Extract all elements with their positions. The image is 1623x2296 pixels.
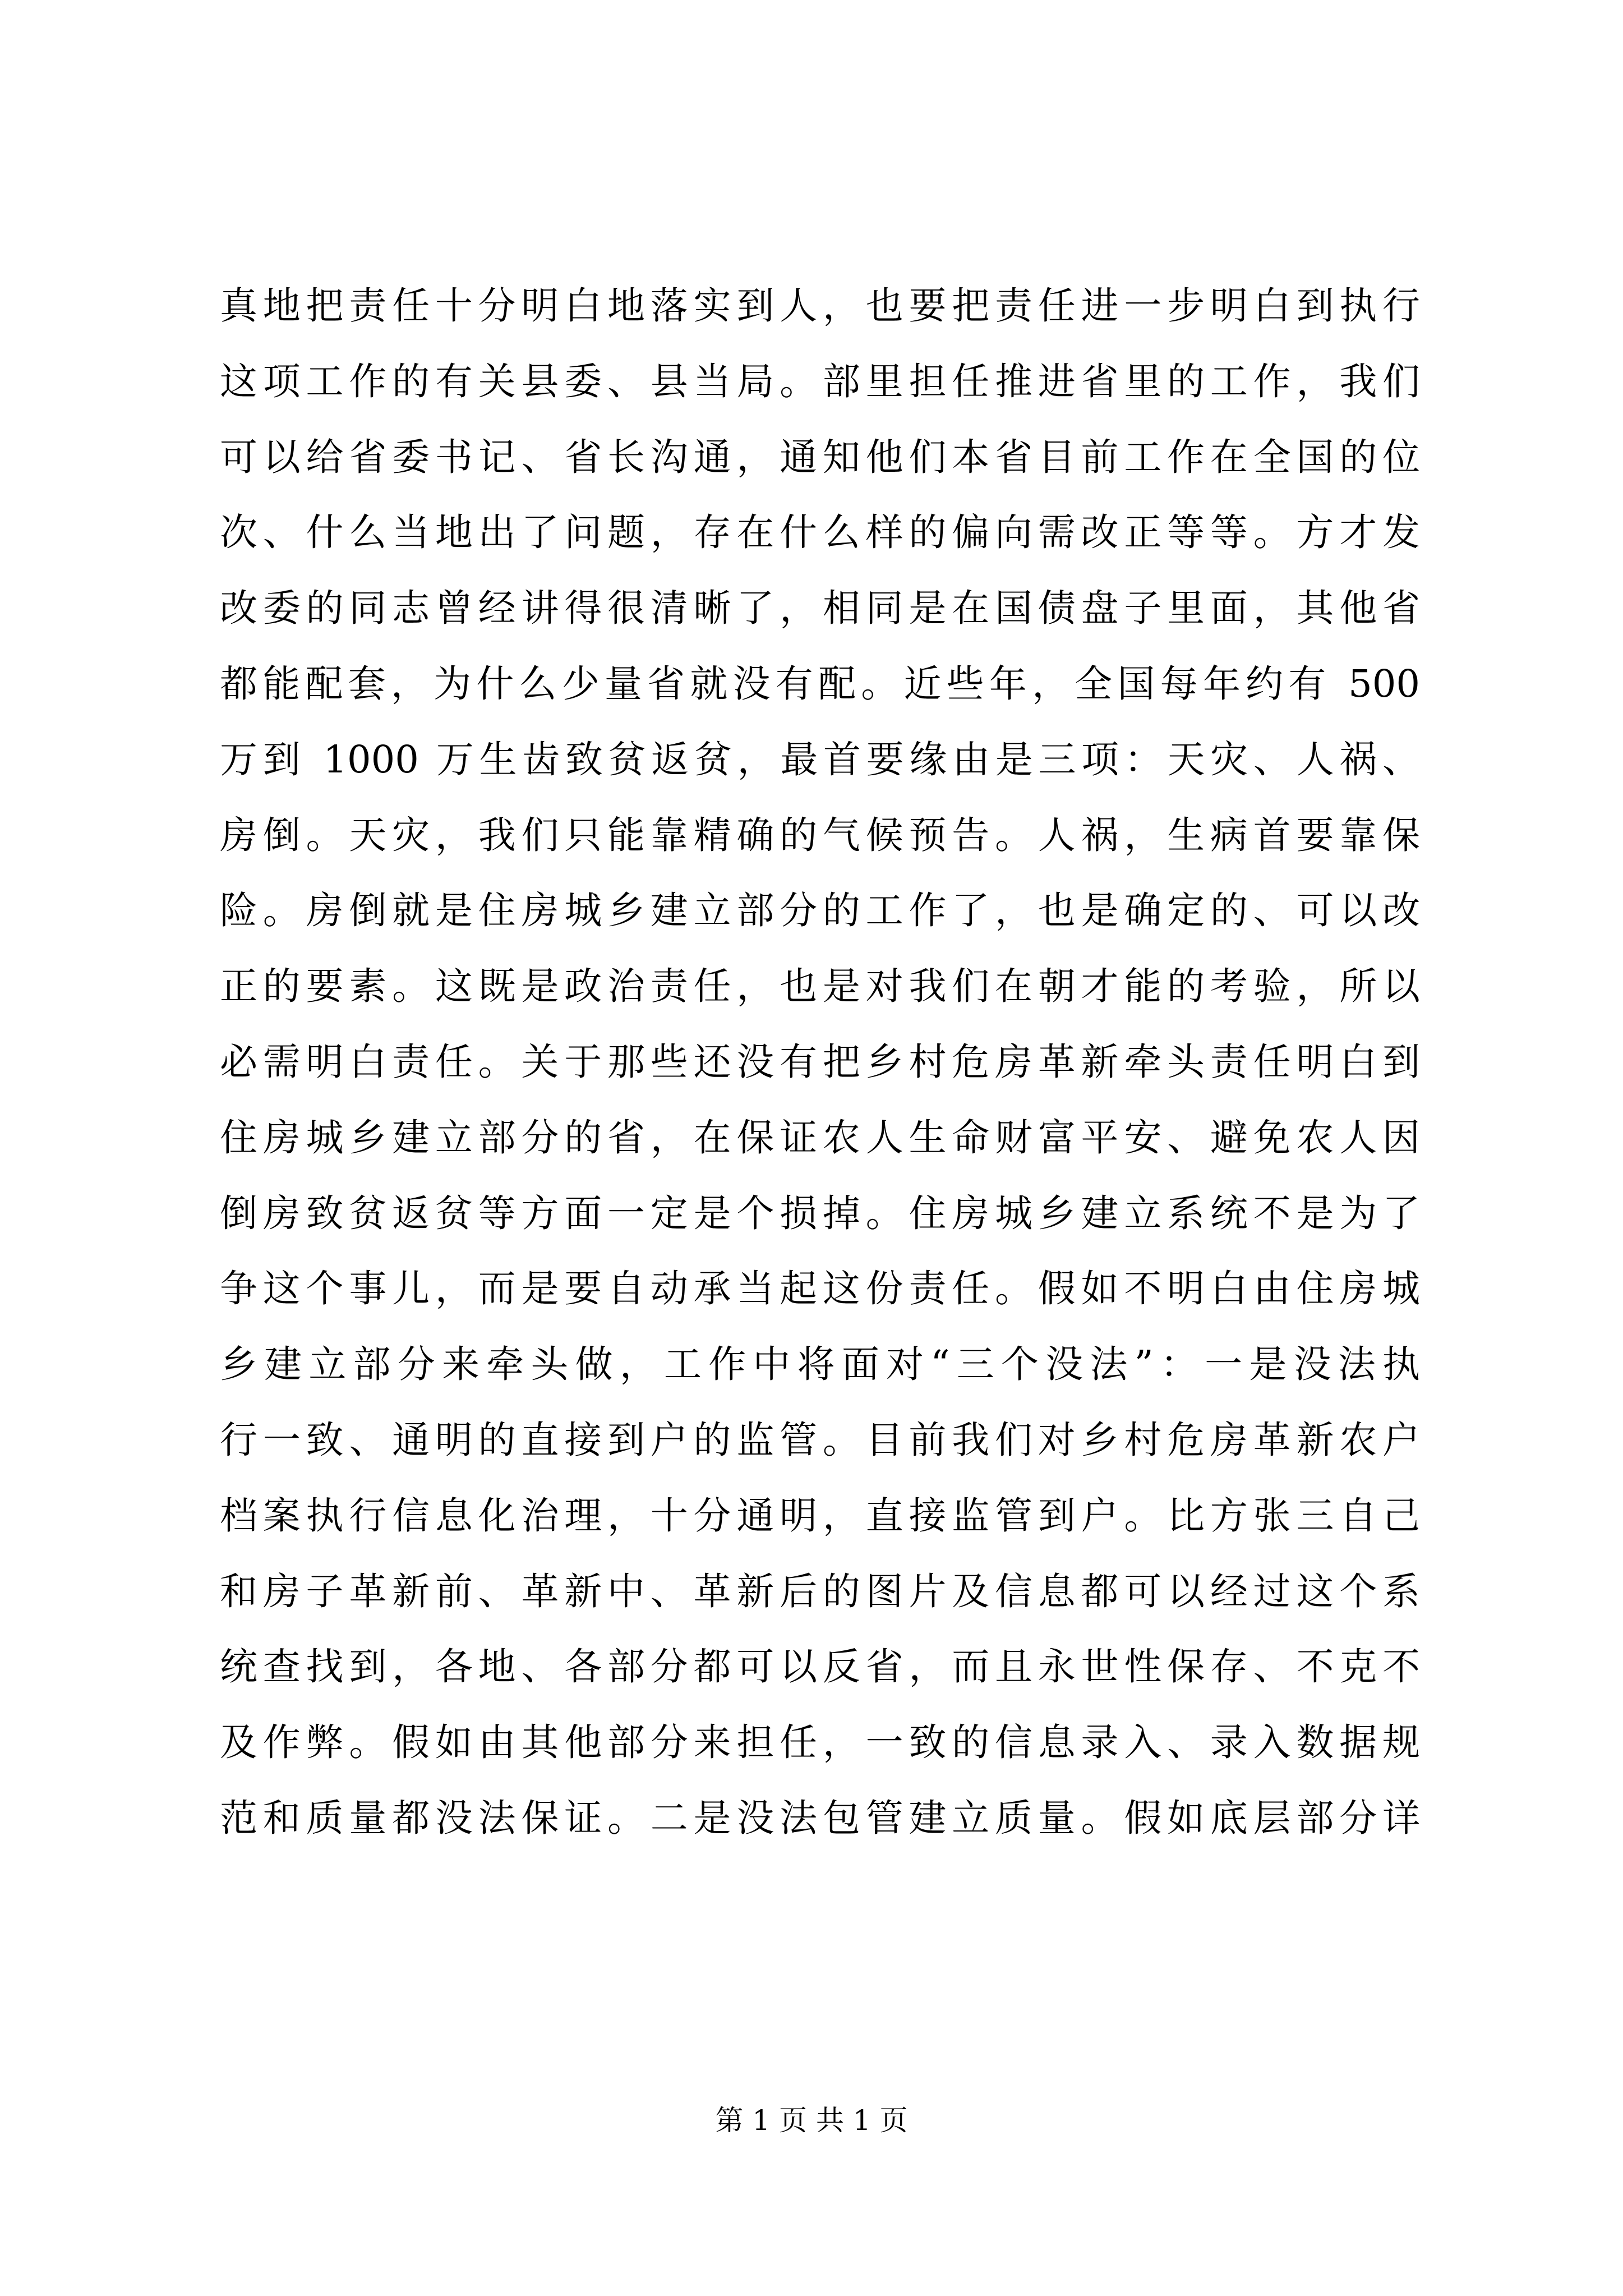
text-line-18: 和房子革新前、革新中、革新后的图片及信息都可以经过这个系 (220, 1569, 1420, 1613)
text-line-19: 统查找到，各地、各部分都可以反省，而且永世性保存、不克不 (220, 1645, 1420, 1689)
text-line-6: 都能配套，为什么少量省就没有配。近些年，全国每年约有 500 (220, 661, 1420, 706)
text-line-21: 范和质量都没法保证。二是没法包管建立质量。假如底层部分详 (220, 1796, 1420, 1840)
text-line-13: 倒房致贫返贫等方面一定是个损掉。住房城乡建立系统不是为了 (220, 1191, 1420, 1235)
text-line-16: 行一致、通明的直接到户的监管。目前我们对乡村危房革新农户 (220, 1418, 1420, 1462)
text-line-11: 必需明白责任。关于那些还没有把乡村危房革新牵头责任明白到 (220, 1039, 1420, 1084)
text-line-7: 万到 1000 万生齿致贫返贫，最首要缘由是三项：天灾、人祸、 (220, 737, 1420, 781)
text-line-2: 这项工作的有关县委、县当局。部里担任推进省里的工作，我们 (220, 359, 1420, 403)
text-line-1: 真地把责任十分明白地落实到人，也要把责任进一步明白到执行 (220, 284, 1420, 328)
text-line-3: 可以给省委书记、省长沟通，通知他们本省目前工作在全国的位 (220, 435, 1420, 479)
page-footer (0, 2104, 1623, 2137)
text-line-17: 档案执行信息化治理，十分通明，直接监管到户。比方张三自己 (220, 1493, 1420, 1538)
text-line-15: 乡建立部分来牵头做，工作中将面对“三个没法”：一是没法执 (220, 1342, 1420, 1387)
text-line-8: 房倒。天灾，我们只能靠精确的气候预告。人祸，生病首要靠保 (220, 813, 1420, 857)
page-number-label: 第 1 页 共 1 页 (715, 2104, 908, 2137)
text-line-10: 正的要素。这既是政治责任，也是对我们在朝才能的考验，所以 (220, 964, 1420, 1009)
text-line-14: 争这个事儿，而是要自动承当起这份责任。假如不明白由住房城 (220, 1267, 1420, 1311)
document-body (220, 268, 1420, 1856)
text-line-4: 次、什么当地出了问题，存在什么样的偏向需改正等等。方才发 (220, 510, 1420, 555)
text-line-5: 改委的同志曾经讲得很清晰了，相同是在国债盘子里面，其他省 (220, 586, 1420, 631)
text-line-12: 住房城乡建立部分的省，在保证农人生命财富平安、避免农人因 (220, 1115, 1420, 1159)
text-line-20: 及作弊。假如由其他部分来担任，一致的信息录入、录入数据规 (220, 1720, 1420, 1765)
text-line-9: 险。房倒就是住房城乡建立部分的工作了，也是确定的、可以改 (220, 889, 1420, 933)
